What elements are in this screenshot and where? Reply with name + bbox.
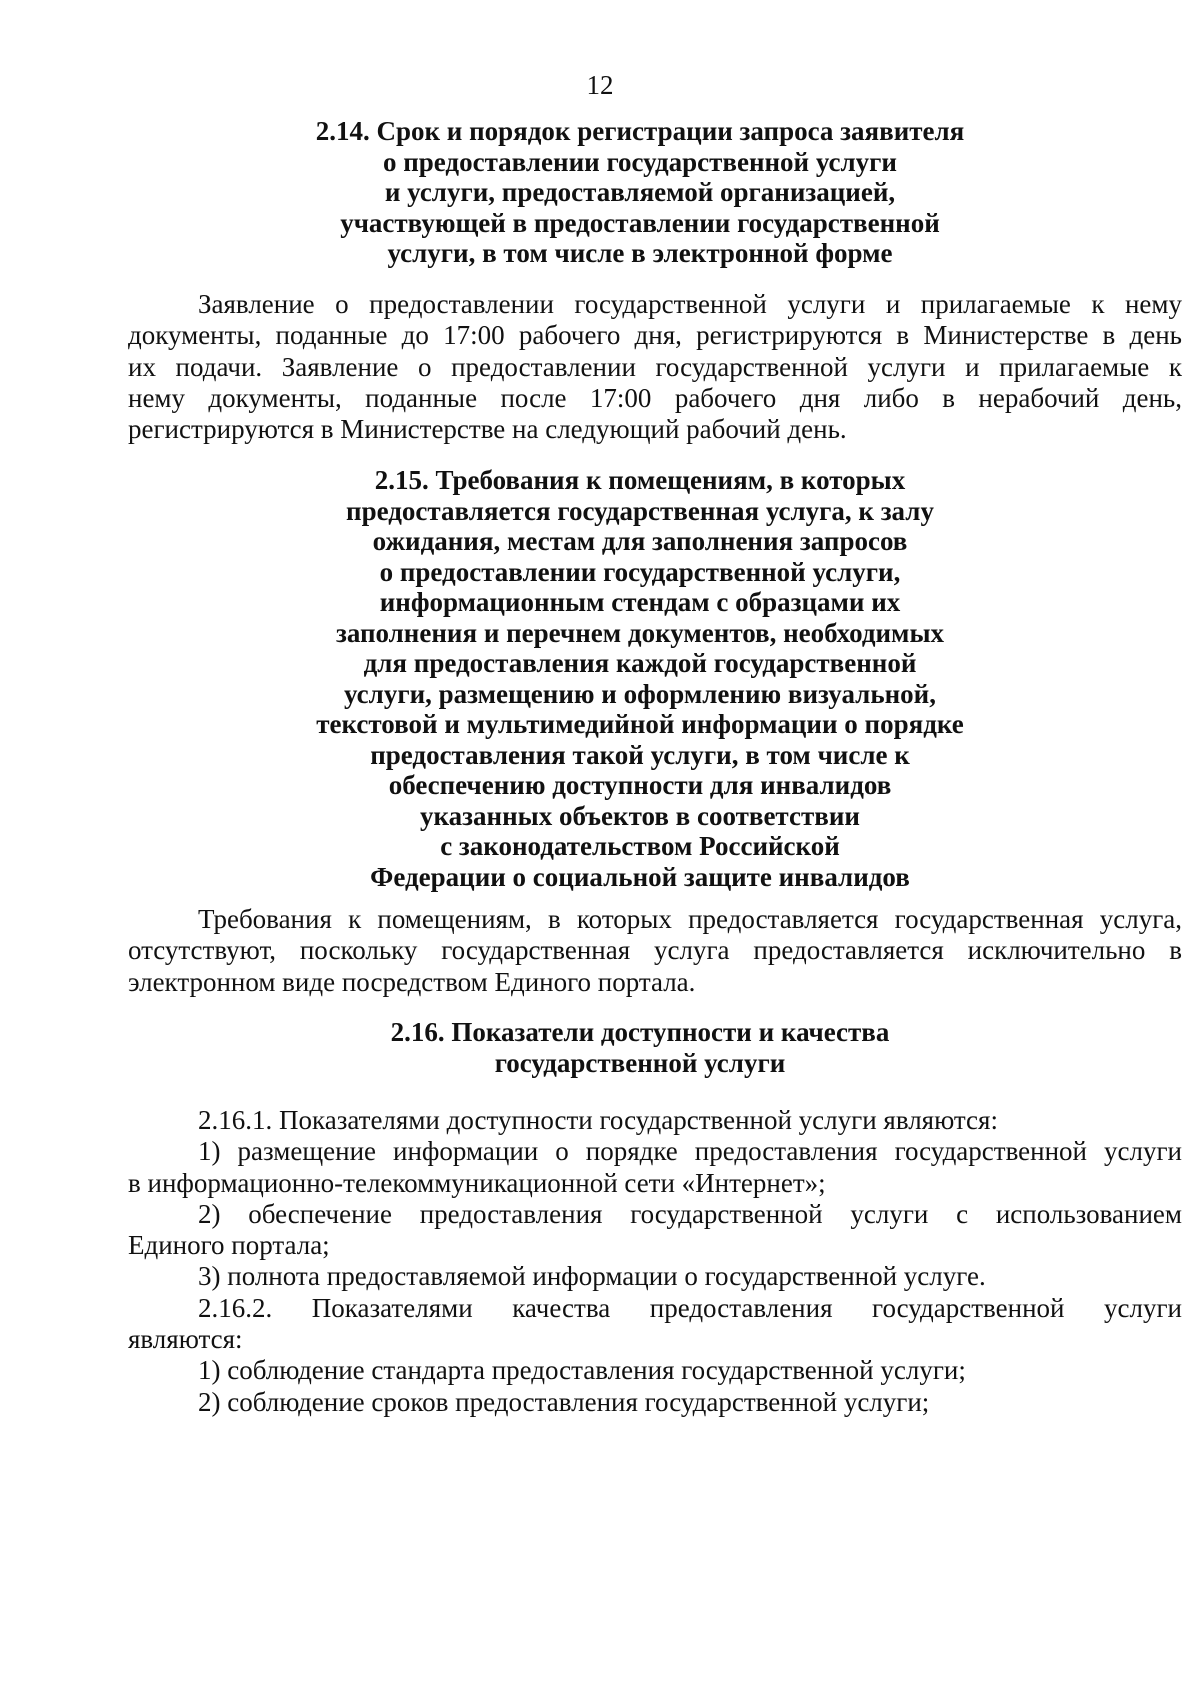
list-item-line: 1) размещение информации о порядке предоставления государственной услуги: [198, 1136, 1182, 1167]
paragraph-line: электронном виде посредством Единого портала.: [128, 966, 696, 997]
heading-line: услуги, размещению и оформлению визуальной,: [344, 678, 936, 709]
paragraph-line: их подачи. Заявление о предоставлении государственной услуги и прилагаемые к: [128, 351, 1182, 382]
list-item-line: 2) соблюдение сроков предоставления государственной услуги;: [198, 1386, 930, 1417]
paragraph-line: 2.16.2. Показателями качества предоставления государственной услуги: [198, 1292, 1182, 1323]
paragraph-line: являются:: [128, 1324, 243, 1355]
heading-line: обеспечению доступности для инвалидов: [388, 770, 892, 800]
heading-line: государственной услуги: [494, 1047, 786, 1078]
section-2-15-heading: [190, 465, 1090, 892]
section-2-16-paragraph: [128, 1105, 1182, 1418]
paragraph-line: документы, поданные до 17:00 рабочего дня, регистрируются в Министерстве в день: [128, 320, 1182, 351]
heading-line: текстовой и мультимедийной информации о порядке: [316, 709, 964, 739]
paragraph-line: 2.16.1. Показателями доступности государственной услуги являются:: [198, 1105, 998, 1135]
list-item-line: 1) соблюдение стандарта предоставления государственной услуги;: [198, 1355, 966, 1386]
section-2-16-heading: [190, 1017, 1090, 1078]
section-2-14-heading: [190, 116, 1090, 269]
heading-line: услуги, в том числе в электронной форме: [387, 238, 893, 268]
heading-line: информационным стендам с образцами их: [379, 587, 901, 617]
heading-line: для предоставления каждой государственной: [363, 648, 917, 678]
list-item-line: в информационно-телекоммуникационной сети «Интернет»;: [128, 1167, 826, 1198]
heading-line: заполнения и перечнем документов, необходимых: [335, 617, 945, 648]
heading-line: Федерации о социальной защите инвалидов: [370, 861, 910, 892]
heading-line: и услуги, предоставляемой организацией,: [384, 177, 896, 207]
heading-line: предоставляется государственная услуга, к залу: [346, 495, 934, 526]
paragraph-line: отсутствуют, поскольку государственная услуга предоставляется исключительно в: [128, 935, 1182, 966]
paragraph-line: Заявление о предоставлении государственной услуги и прилагаемые к нему: [198, 289, 1182, 319]
paragraph-line: Требования к помещениям, в которых предоставляется государственная услуга,: [198, 904, 1182, 934]
section-2-14-paragraph: [128, 289, 1182, 445]
list-item-line: 2) обеспечение предоставления государственной услуги с использованием: [198, 1198, 1182, 1229]
paragraph-line: регистрируются в Министерстве на следующий рабочий день.: [128, 414, 847, 445]
heading-line: ожидания, местам для заполнения запросов: [372, 526, 908, 556]
list-item-line: 3) полнота предоставляемой информации о государственной услуге.: [198, 1261, 986, 1292]
heading-line: участвующей в предоставлении государственной: [340, 207, 940, 238]
heading-line: 2.14. Срок и порядок регистрации запроса заявителя: [315, 116, 965, 146]
list-item-line: Единого портала;: [128, 1230, 330, 1261]
section-2-15-paragraph: [128, 904, 1182, 998]
heading-line: о предоставлении государственной услуги: [382, 146, 897, 177]
heading-line: о предоставлении государственной услуги,: [379, 556, 901, 587]
paragraph-line: нему документы, поданные после 17:00 рабочего дня либо в нерабочий день,: [128, 382, 1182, 413]
heading-line: 2.16. Показатели доступности и качества: [390, 1017, 890, 1047]
heading-line: предоставления такой услуги, в том числе к: [370, 739, 910, 770]
page-number: 12: [586, 70, 614, 100]
heading-line: с законодательством Российской: [440, 831, 840, 861]
heading-line: указанных объектов в соответствии: [420, 800, 860, 831]
heading-line: 2.15. Требования к помещениям, в которых: [374, 465, 906, 495]
